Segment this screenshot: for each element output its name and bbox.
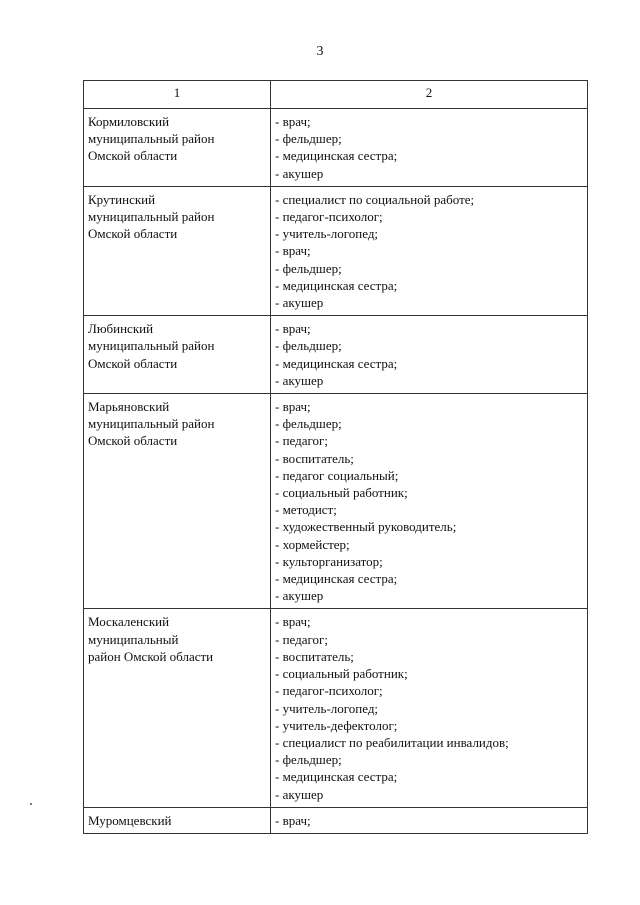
profession-item: - медицинская сестра;	[275, 148, 398, 164]
professions-cell	[271, 394, 588, 609]
professions-cell	[271, 609, 588, 807]
table-row	[84, 394, 588, 609]
profession-item: - фельдшер;	[275, 416, 342, 432]
profession-item: - медицинская сестра;	[275, 355, 398, 371]
profession-item: - учитель-дефектолог;	[275, 717, 398, 733]
profession-item: - культорганизатор;	[275, 553, 383, 569]
profession-item: - педагог социальный;	[275, 467, 399, 483]
professions-cell	[271, 109, 588, 187]
region-line: муниципальный район	[88, 416, 215, 432]
profession-item: - методист;	[275, 502, 337, 518]
region-line: Москаленский	[88, 614, 170, 630]
region-line: Крутинский	[88, 191, 156, 207]
profession-item: - акушер	[275, 295, 324, 311]
profession-item: - педагог;	[275, 433, 328, 449]
table-row	[84, 316, 588, 394]
region-line: Марьяновский	[88, 399, 170, 415]
column-header-2: 2	[271, 81, 588, 109]
profession-item: - акушер	[275, 588, 324, 604]
region-line: район Омской области	[88, 648, 214, 664]
profession-item: - социальный работник;	[275, 485, 408, 501]
profession-item: - врач;	[275, 114, 311, 129]
profession-item: - врач;	[275, 812, 311, 828]
professions-cell	[271, 316, 588, 394]
professions-cell	[271, 807, 588, 833]
table-row	[84, 109, 588, 187]
region-cell	[84, 186, 271, 315]
region-line: Омской области	[88, 433, 178, 449]
scan-dot	[30, 803, 32, 805]
region-line: Муромцевский	[88, 812, 172, 828]
profession-item: - хормейстер;	[275, 536, 350, 552]
region-cell	[84, 609, 271, 807]
region-line: Омской области	[88, 148, 178, 164]
profession-item: - педагог-психолог;	[275, 209, 383, 225]
table-row	[84, 186, 588, 315]
region-line: муниципальный	[88, 631, 179, 647]
region-line: Любинский	[88, 321, 154, 337]
profession-item: - акушер	[275, 786, 324, 802]
profession-item: - художественный руководитель;	[275, 519, 457, 535]
profession-item: - социальный работник;	[275, 666, 408, 682]
profession-item: - врач;	[275, 321, 311, 337]
region-line: муниципальный район	[88, 131, 215, 147]
column-header-1: 1	[84, 81, 271, 109]
profession-item: - воспитатель;	[275, 450, 354, 466]
profession-item: - учитель-логопед;	[275, 700, 379, 716]
page-number: 3	[316, 44, 324, 59]
profession-item: - воспитатель;	[275, 648, 354, 664]
profession-item: - акушер	[275, 165, 324, 181]
profession-item: - педагог-психолог;	[275, 683, 383, 699]
region-line: муниципальный район	[88, 209, 215, 225]
profession-item: - специалист по реабилитации инвалидов;	[275, 734, 509, 750]
region-line: Омской области	[88, 226, 178, 242]
profession-item: - акушер	[275, 372, 324, 388]
region-line: муниципальный район	[88, 338, 215, 354]
profession-item: - фельдшер;	[275, 338, 342, 354]
region-cell	[84, 109, 271, 187]
profession-item: - медицинская сестра;	[275, 571, 398, 587]
profession-item: - фельдшер;	[275, 131, 342, 147]
table-body	[84, 81, 588, 834]
table-header-row	[84, 81, 588, 109]
profession-item: - врач;	[275, 243, 311, 259]
profession-item: - медицинская сестра;	[275, 277, 398, 293]
region-line: Омской области	[88, 355, 178, 371]
region-cell	[84, 394, 271, 609]
region-cell	[84, 316, 271, 394]
professions-cell	[271, 186, 588, 315]
profession-item: - педагог;	[275, 631, 328, 647]
region-cell	[84, 807, 271, 833]
profession-item: - медицинская сестра;	[275, 769, 398, 785]
profession-item: - фельдшер;	[275, 260, 342, 276]
profession-item: - учитель-логопед;	[275, 226, 379, 242]
profession-item: - специалист по социальной работе;	[275, 191, 475, 207]
regions-table	[83, 80, 588, 834]
table-row	[84, 609, 588, 807]
region-line: Кормиловский	[88, 114, 170, 129]
profession-item: - фельдшер;	[275, 752, 342, 768]
profession-item: - врач;	[275, 614, 311, 630]
profession-item: - врач;	[275, 399, 311, 415]
table-row	[84, 807, 588, 833]
